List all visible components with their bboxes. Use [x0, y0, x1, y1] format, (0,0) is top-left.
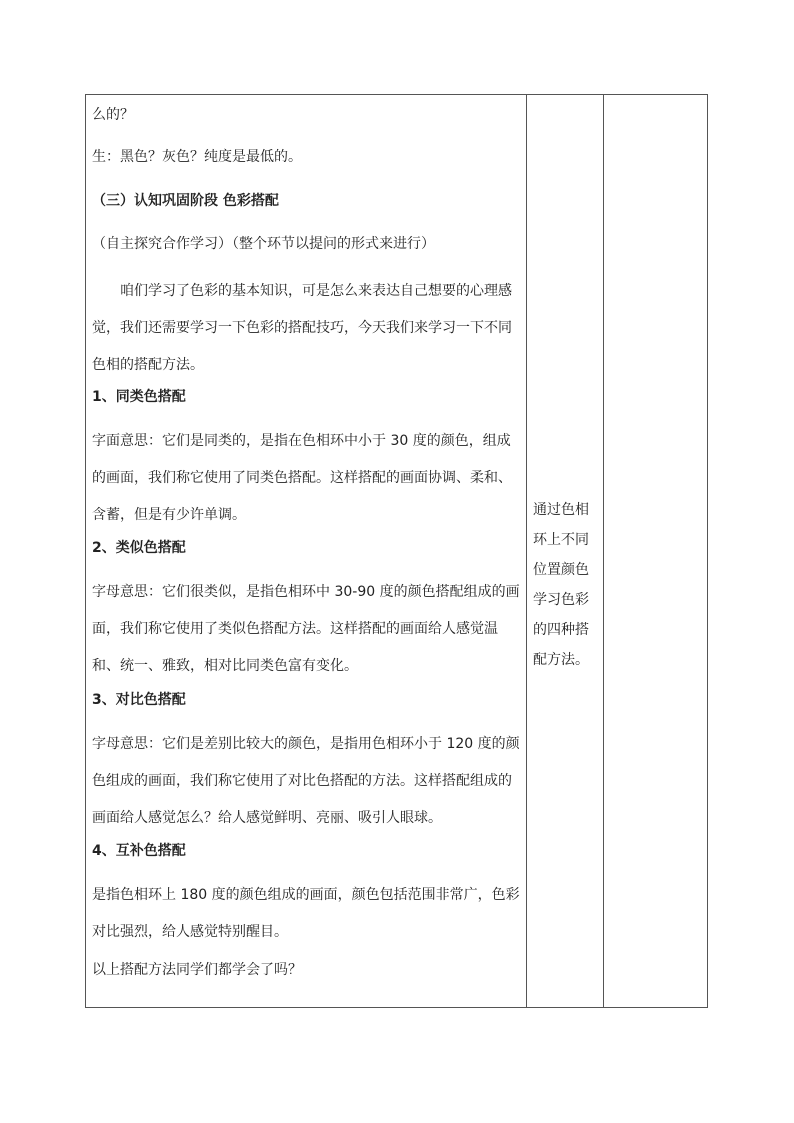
- closing-question: 以上搭配方法同学们都学会了吗？: [92, 962, 302, 978]
- paragraph: 生：黑色？灰色？纯度是最低的。: [92, 149, 302, 165]
- paragraph: 么的？: [92, 107, 134, 123]
- subheading-4: 4、互补色搭配: [92, 843, 186, 859]
- subheading-1: 1、同类色搭配: [92, 389, 186, 405]
- paragraph-4: 是指色相环上 180 度的颜色组成的画面，颜色包括范围非常广，色彩对比强烈，给人感觉特别醒目。: [92, 887, 520, 940]
- content-cell: [86, 95, 526, 1007]
- paragraph-1: 字面意思：它们是同类的，是指在色相环中小于 30 度的颜色，组成的画面，我们称它使用了同类色搭配。这样搭配的画面协调、柔和、含蓄，但是有少许单调。: [92, 433, 512, 523]
- lesson-table: [85, 94, 708, 1008]
- intro-paragraph: 咱们学习了色彩的基本知识，可是怎么来表达自己想要的心理感觉，我们还需要学习一下色彩的搭配技巧，今天我们来学习一下不同色相的搭配方法。: [92, 283, 512, 373]
- note-line: 学习色彩: [533, 592, 589, 608]
- paragraph-3: 字母意思：它们是差别比较大的颜色，是指用色相环小于 120 度的颜色组成的画面，我们称它使用了对比色搭配的方法。这样搭配组成的画面给人感觉怎么？给人感觉鲜明、亮丽、吸引人眼球。: [92, 736, 520, 826]
- column-divider: [603, 95, 604, 1007]
- note-cell: [533, 495, 599, 675]
- note-line: 环上不同: [533, 532, 589, 548]
- paragraph-2: 字母意思：它们很类似，是指色相环中 30-90 度的颜色搭配组成的画面，我们称它使用了类似色搭配方法。这样搭配的画面给人感觉温和、统一、雅致，相对比同类色富有变化。: [92, 584, 520, 674]
- note-line: 的四种搭: [533, 622, 589, 638]
- subheading-3: 3、对比色搭配: [92, 692, 186, 708]
- paragraph: （自主探究合作学习）（整个环节以提问的形式来进行）: [92, 236, 435, 252]
- note-line: 配方法。: [533, 652, 589, 668]
- note-line: 通过色相: [533, 502, 589, 518]
- column-divider: [526, 95, 527, 1007]
- note-line: 位置颜色: [533, 562, 589, 578]
- section-heading: （三）认知巩固阶段 色彩搭配: [92, 193, 279, 209]
- subheading-2: 2、类似色搭配: [92, 540, 186, 556]
